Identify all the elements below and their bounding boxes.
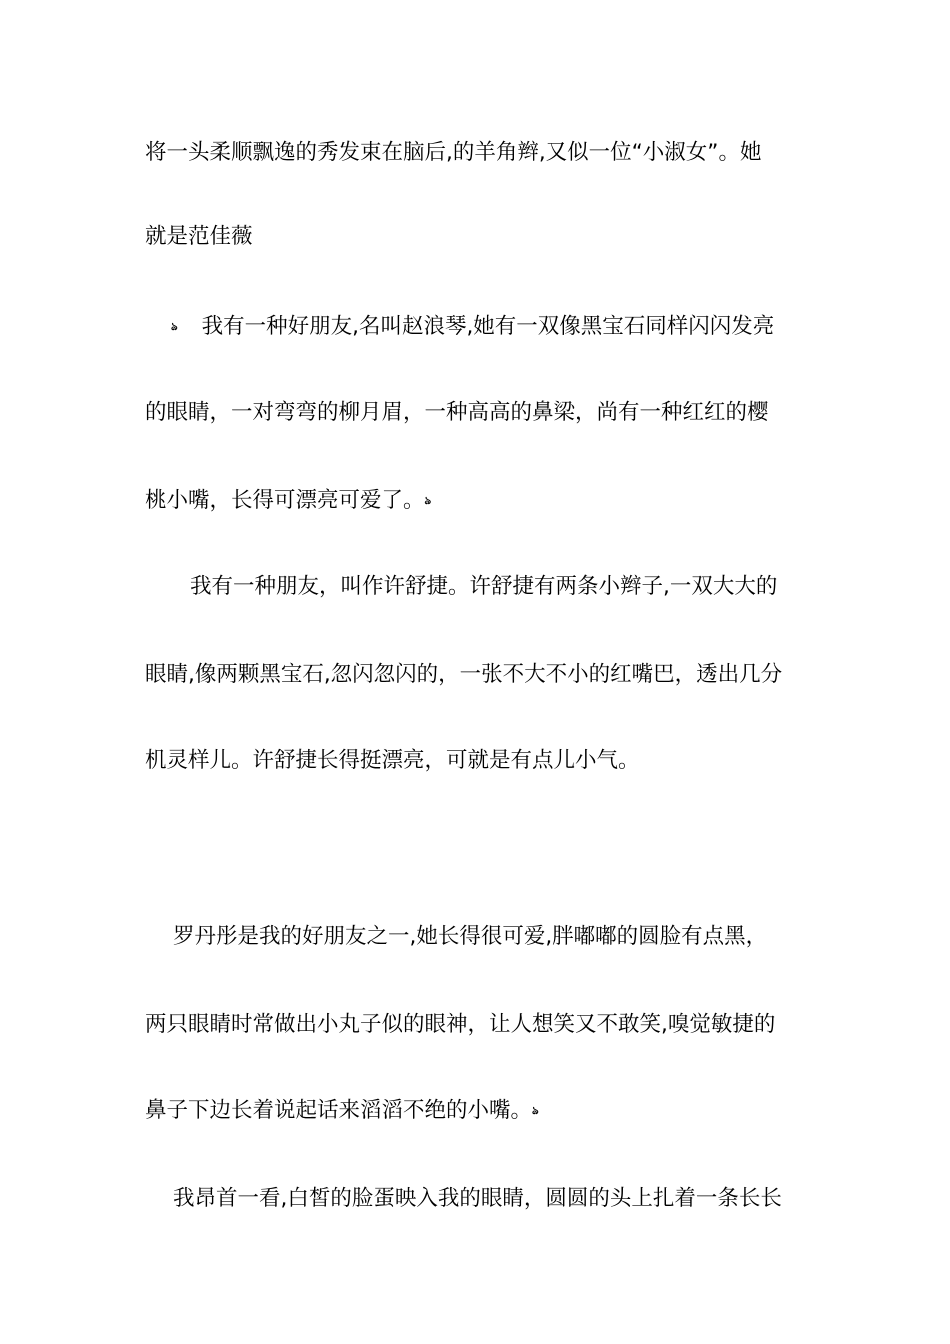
line-text: 眼睛,像两颗黑宝石,忽闪忽闪的，一张不大不小的红嘴巴，透出几分 bbox=[145, 662, 783, 687]
line-text: 机灵样儿。许舒捷长得挺漂亮，可就是有点儿小气。 bbox=[145, 748, 640, 773]
line-text: 鼻子下边长着说起话来滔滔不绝的小嘴。 bbox=[145, 1098, 533, 1123]
line-text: 就是范佳薇 bbox=[145, 224, 253, 249]
text-line bbox=[145, 1182, 810, 1216]
line-text: 我有一种好朋友,名叫赵浪琴,她有一双像黑宝石同样闪闪发亮 bbox=[201, 314, 775, 339]
text-line bbox=[145, 1094, 810, 1128]
paragraph-mark-icon: ঌ bbox=[171, 320, 178, 333]
text-line bbox=[145, 484, 810, 518]
text-line bbox=[145, 310, 810, 344]
text-line bbox=[145, 658, 810, 692]
paragraph-mark-icon: ঌ bbox=[532, 1104, 539, 1117]
line-text: 的眼睛，一对弯弯的柳月眉，一种高高的鼻梁，尚有一种红红的樱 bbox=[145, 400, 769, 425]
line-text: 两只眼睛时常做出小丸子似的眼神，让人想笑又不敢笑,嗅觉敏捷的 bbox=[145, 1012, 776, 1037]
line-text: 将一头柔顺飘逸的秀发束在脑后,的羊角辫,又似一位“小淑女”。她 bbox=[145, 140, 762, 165]
paragraph-mark-icon: ঌ bbox=[424, 494, 432, 507]
text-line bbox=[145, 744, 810, 778]
line-text: 我昂首一看,白皙的脸蛋映入我的眼睛，圆圆的头上扎着一条长长 bbox=[173, 1186, 782, 1211]
line-text: 我有一种朋友，叫作许舒捷。许舒捷有两条小辫子,一双大大的 bbox=[190, 574, 778, 599]
text-line bbox=[145, 220, 810, 254]
line-text: 桃小嘴，长得可漂亮可爱了。 bbox=[145, 488, 425, 513]
text-line bbox=[145, 920, 810, 954]
text-line bbox=[145, 136, 810, 170]
line-text: 罗丹彤是我的好朋友之一,她长得很可爱,胖嘟嘟的圆脸有点黑， bbox=[173, 924, 768, 949]
text-line bbox=[145, 396, 810, 430]
text-line bbox=[145, 570, 810, 604]
text-line bbox=[145, 1008, 810, 1042]
